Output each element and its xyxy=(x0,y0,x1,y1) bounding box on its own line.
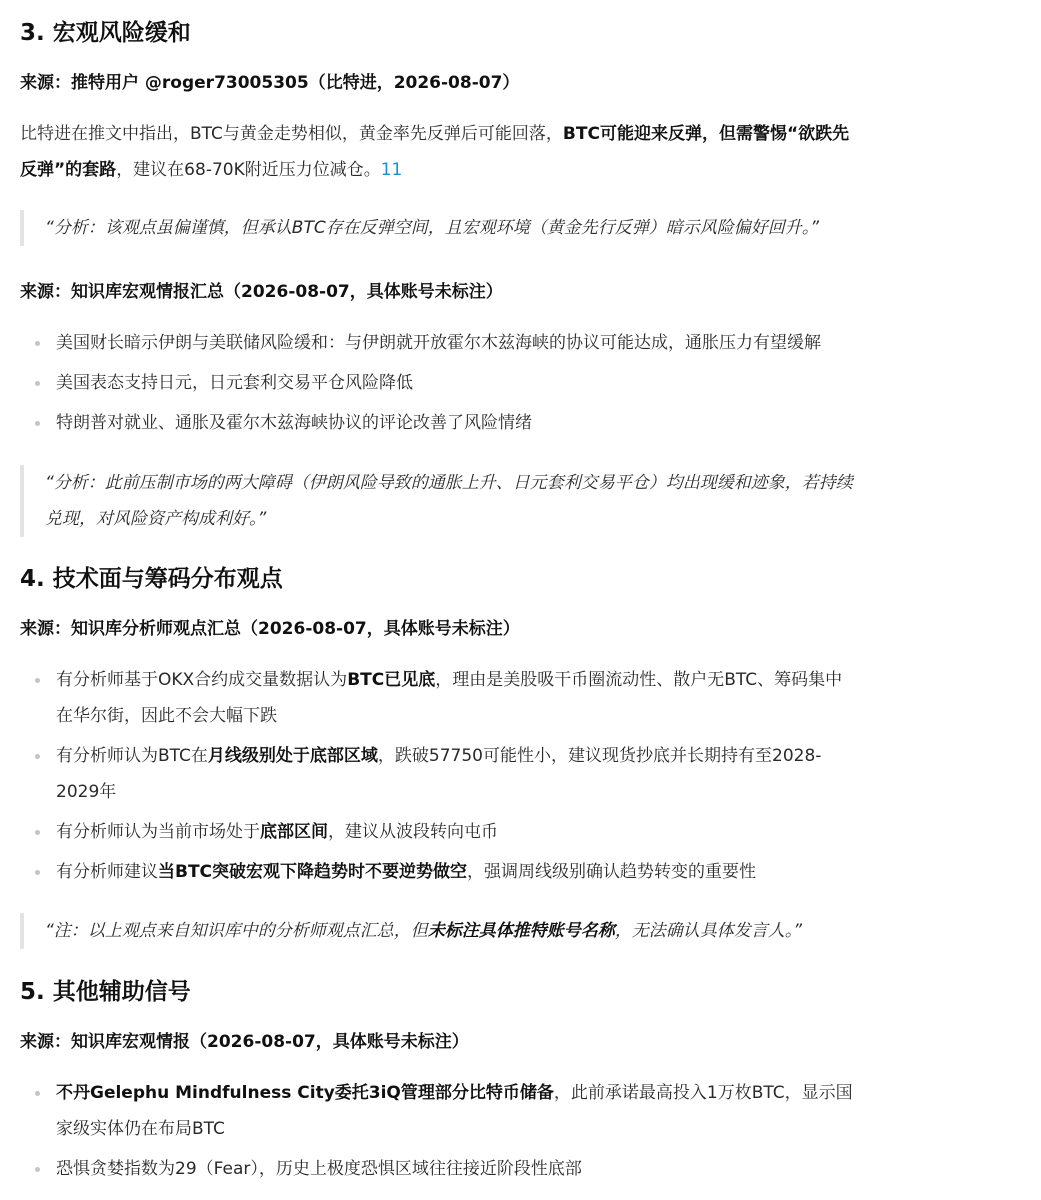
item-text-end: ，跌破57750可能性小，建议现货抄底并长期持有至2028-2029年 xyxy=(56,746,822,802)
section-3-source-knowledge: 来源：知识库宏观情报汇总（2026-08-07，具体账号未标注） xyxy=(20,282,503,302)
section-5-heading: 5. 其他辅助信号 xyxy=(20,979,191,1005)
list-item: 特朗普对就业、通胀及霍尔木兹海峡协议的评论改善了风险情绪 xyxy=(20,405,856,441)
section-4-source: 来源：知识库分析师观点汇总（2026-08-07，具体账号未标注） xyxy=(20,619,520,639)
note-bold: 未标注具体推特账号名称 xyxy=(427,921,615,941)
list-item: 美国表态支持日元，日元套利交易平仓风险降低 xyxy=(20,365,856,401)
item-text: 有分析师认为BTC在 xyxy=(56,746,208,766)
section-5-bullet-list xyxy=(20,1075,856,1187)
list-item xyxy=(20,814,856,850)
note-text-end: ，无法确认具体发言人。” xyxy=(614,921,803,941)
item-bold: 月线级别处于底部区域 xyxy=(207,746,378,766)
item-bold: 不丹Gelephu Mindfulness City委托3iQ管理部分比特币储备 xyxy=(56,1083,554,1103)
section-5-source: 来源：知识库宏观情报（2026-08-07，具体账号未标注） xyxy=(20,1032,469,1052)
item-bold: 当BTC突破宏观下降趋势时不要逆势做空 xyxy=(158,862,468,882)
section-4-bullet-list xyxy=(20,662,856,890)
list-item xyxy=(20,738,856,810)
section-3-bullet-list xyxy=(20,325,856,441)
item-text-end: ，建议从波段转向屯币 xyxy=(328,822,498,842)
note-text: “注：以上观点来自知识库中的分析师观点汇总，但 xyxy=(45,921,428,941)
item-bold: 底部区间 xyxy=(260,822,328,842)
item-text: 有分析师认为当前市场处于 xyxy=(56,822,260,842)
section-4-note-quote xyxy=(20,913,855,949)
item-text-end: ，理由是美股吸干币圈流动性、散户无BTC、筹码集中在华尔街，因此不会大幅下跌 xyxy=(56,670,843,726)
list-item xyxy=(20,662,856,734)
section-3-paragraph xyxy=(20,116,850,188)
item-text-end: ，此前承诺最高投入1万枚BTC，显示国家级实体仍在布局BTC xyxy=(56,1083,853,1139)
item-bold: BTC已见底 xyxy=(347,670,436,690)
section-4-heading: 4. 技术面与筹码分布观点 xyxy=(20,566,283,592)
paragraph-text: 比特进在推文中指出，BTC与黄金走势相似，黄金率先反弹后可能回落， xyxy=(20,124,563,144)
list-item: 美国财长暗示伊朗与美联储风险缓和：与伊朗就开放霍尔木兹海峡的协议可能达成，通胀压力有望缓解 xyxy=(20,325,856,361)
list-item xyxy=(20,1075,856,1147)
list-item xyxy=(20,854,856,890)
section-3-analysis-quote-2: “分析：此前压制市场的两大障碍（伊朗风险导致的通胀上升、日元套利交易平仓）均出现缓和迹象，若持续兑现，对风险资产构成利好。” xyxy=(20,465,855,537)
item-text: 有分析师基于OKX合约成交量数据认为 xyxy=(56,670,348,690)
section-3-analysis-quote-1: “分析：该观点虽偏谨慎，但承认BTC存在反弹空间，且宏观环境（黄金先行反弹）暗示风险偏好回升。” xyxy=(20,210,855,246)
section-3-heading: 3. 宏观风险缓和 xyxy=(20,20,191,46)
item-text: 有分析师建议 xyxy=(56,862,158,882)
paragraph-bold: BTC可能迎来反弹，但需警惕“欲跌先反弹”的套路 xyxy=(20,124,850,180)
item-text-end: ，强调周线级别确认趋势转变的重要性 xyxy=(467,862,757,882)
list-item: 恐惧贪婪指数为29（Fear），历史上极度恐惧区域往往接近阶段性底部 xyxy=(20,1151,856,1187)
section-3-source-twitter: 来源：推特用户 @roger73005305（比特进，2026-08-07） xyxy=(20,73,520,93)
paragraph-text-end: ，建议在68-70K附近压力位减仓。 xyxy=(116,160,381,180)
citation-link[interactable]: 11 xyxy=(380,160,403,180)
